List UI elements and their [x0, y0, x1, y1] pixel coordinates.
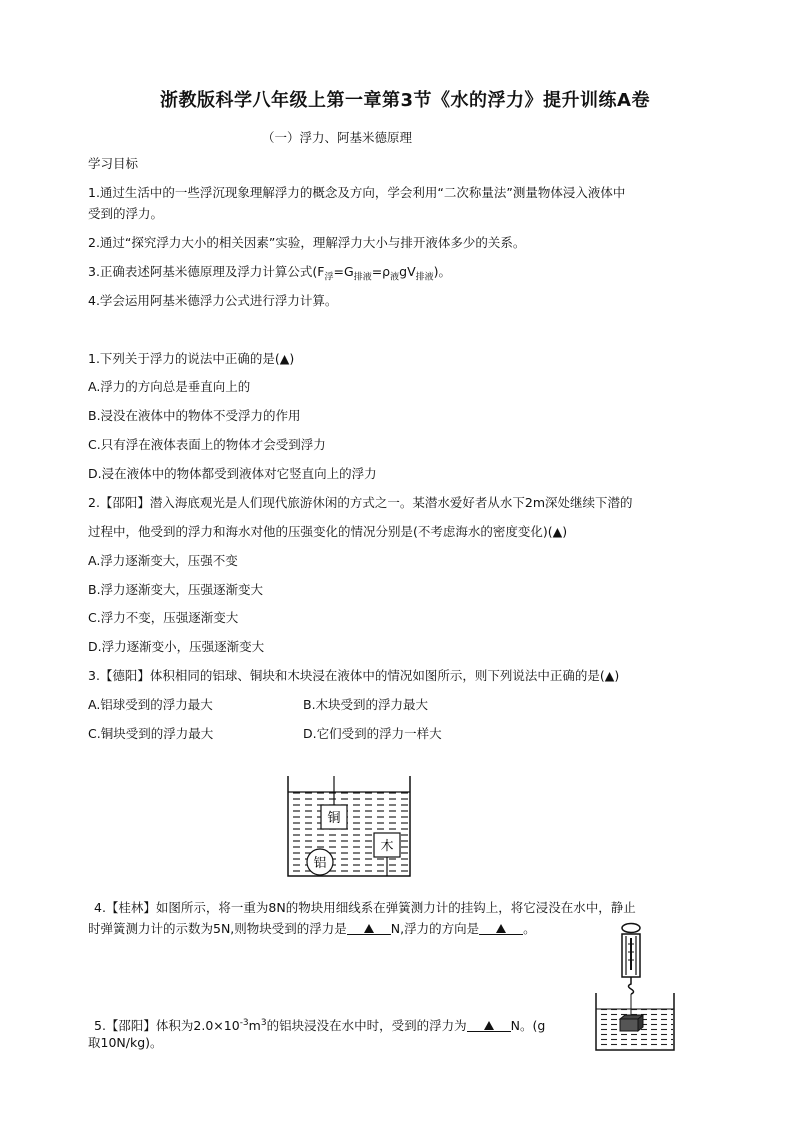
triangle-icon	[364, 924, 374, 933]
q5-blank[interactable]	[467, 1017, 511, 1032]
q2-option-a: A.浮力逐渐变大，压强不变	[88, 553, 238, 568]
goal-1-line-2: 受到的浮力。	[88, 206, 164, 221]
q4-line-1: 4.【桂林】如图所示，将一重为8N的物块用细线系在弹簧测力计的挂钩上，将它浸没在水中，静止	[94, 900, 636, 915]
q1-option-d: D.浸在液体中的物体都受到液体对它竖直向上的浮力	[88, 466, 377, 481]
q2-stem-line-1: 2.【邵阳】潜入海底观光是人们现代旅游休闲的方式之一。某潜水爱好者从水下2m深处继续下潜的	[88, 495, 633, 510]
q2-option-b: B.浮力逐渐变大，压强逐渐变大	[88, 582, 264, 597]
copper-label: 铜	[327, 811, 341, 826]
q5-line-2: 取10N/kg)。	[88, 1035, 163, 1050]
q2-option-c: C.浮力不变，压强逐渐变大	[88, 610, 239, 625]
q1-option-b: B.浸没在液体中的物体不受浮力的作用	[88, 408, 301, 423]
submerged-block	[620, 1019, 638, 1031]
q4-line-2: 时弹簧测力计的示数为5N,则物块受到的浮力是 N,浮力的方向是 。	[88, 921, 536, 936]
q3-beaker-figure	[280, 772, 415, 880]
q4-blank-1[interactable]	[347, 920, 391, 935]
q2-option-d: D.浮力逐渐变小，压强逐渐变大	[88, 639, 265, 654]
q4-blank-2[interactable]	[479, 920, 523, 935]
goal-4: 4.学会运用阿基米德浮力公式进行浮力计算。	[88, 293, 338, 308]
spring-scale-figure	[590, 922, 680, 1054]
page-title: 浙教版科学八年级上第一章第3节《水的浮力》提升训练A卷	[160, 90, 650, 111]
q3-option-d: D.它们受到的浮力一样大	[303, 726, 442, 741]
goal-3: 3.正确表述阿基米德原理及浮力计算公式$(F_浮=G_{排液}=\rho_液gV_{排液})$。	[88, 264, 452, 283]
q5-line-1: 5.【邵阳】体积为$2.0\times 10^{-3}m^3$的铝块浸没在水中时，受到的浮力为 N。(g	[94, 1018, 546, 1034]
triangle-icon	[496, 924, 506, 933]
q3-option-c: C.铜块受到的浮力最大	[88, 726, 214, 741]
goals-heading: 学习目标	[88, 156, 139, 171]
section-subtitle: （一）浮力、阿基米德原理	[262, 130, 413, 145]
q1-option-a: A.浮力的方向总是垂直向上的	[88, 379, 251, 394]
wood-label: 木	[380, 839, 394, 854]
q3-option-b: B.木块受到的浮力最大	[303, 697, 429, 712]
q1-option-c: C.只有浮在液体表面上的物体才会受到浮力	[88, 437, 326, 452]
goal-2: 2.通过“探究浮力大小的相关因素”实验，理解浮力大小与排开液体多少的关系。	[88, 235, 526, 250]
goal-1-line-1: 1.通过生活中的一些浮沉现象理解浮力的概念及方向，学会利用“二次称量法”测量物体浸入液体中	[88, 185, 626, 200]
triangle-icon	[484, 1021, 494, 1030]
q3-option-a: A.铝球受到的浮力最大	[88, 697, 213, 712]
q3-stem: 3.【德阳】体积相同的铝球、铜块和木块浸在液体中的情况如图所示，则下列说法中正确的是(▲)	[88, 668, 620, 683]
q2-stem-line-2: 过程中，他受到的浮力和海水对他的压强变化的情况分别是(不考虑海水的密度变化)(▲)	[88, 524, 568, 539]
aluminum-label: 铝	[313, 856, 327, 871]
q1-stem: 1.下列关于浮力的说法中正确的是(▲)	[88, 351, 295, 366]
